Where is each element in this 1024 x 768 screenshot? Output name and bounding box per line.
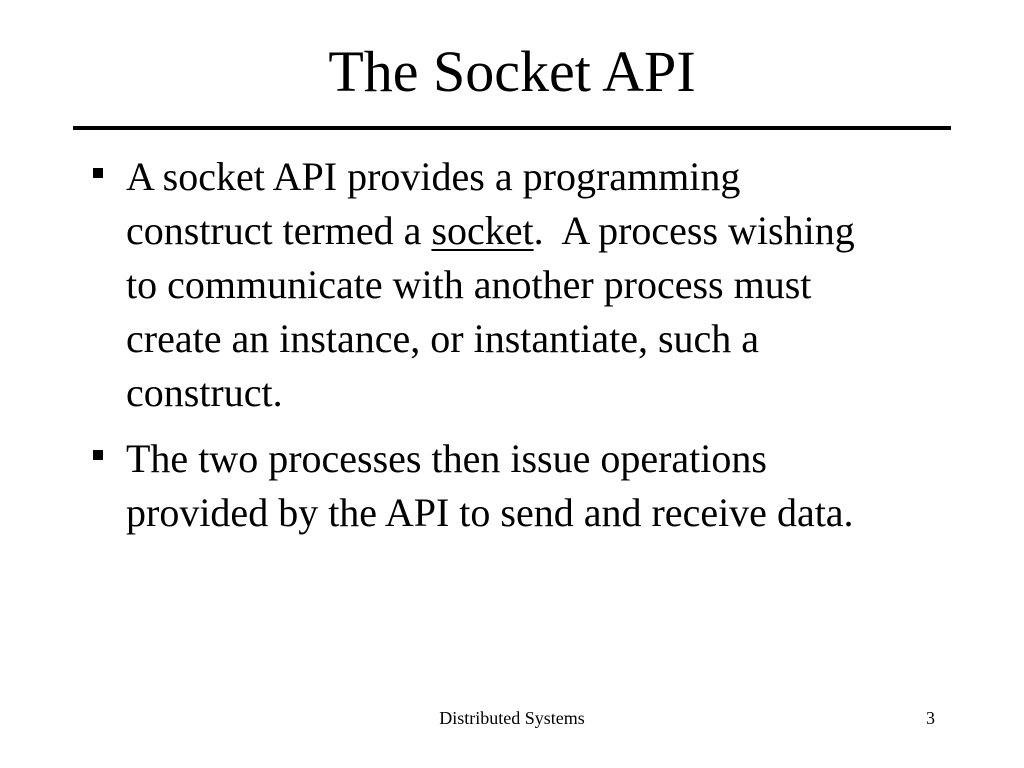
bullet-item-1: [84, 150, 894, 420]
bullet-text-after: . A process wishing to communicate with another process must create an instance, or instantiate, such a construct.: [126, 208, 865, 415]
title-divider: [73, 126, 951, 130]
bullet-term-underlined: socket: [431, 208, 534, 253]
bullet-list: [84, 150, 894, 552]
bullet-text-before: A socket API provides a programming construct termed a: [126, 154, 741, 253]
square-bullet-icon: [93, 168, 103, 178]
slide-title: The Socket API: [328, 39, 696, 104]
bullet-item-2: [84, 432, 894, 540]
footer-page-number: 3: [926, 708, 935, 728]
bullet-text: The two processes then issue operations provided by the API to send and receive data.: [126, 436, 854, 535]
footer-course-name: Distributed Systems: [439, 708, 585, 728]
square-bullet-icon: [93, 450, 103, 460]
